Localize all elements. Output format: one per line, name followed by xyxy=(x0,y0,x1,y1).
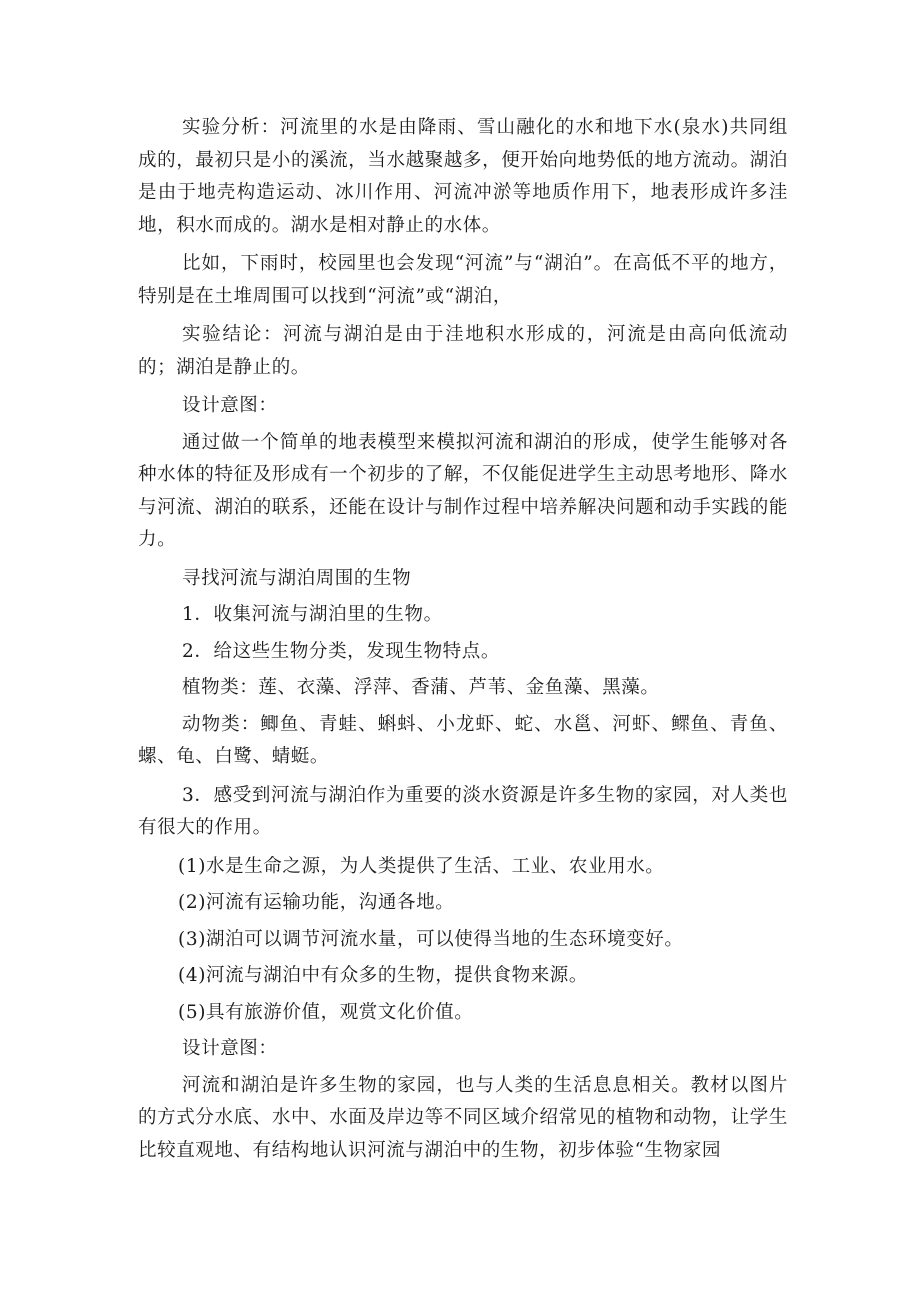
use-item-4: (4)河流与湖泊中有众多的生物，提供食物来源。 xyxy=(178,965,589,986)
design-intent-heading: 设计意图： xyxy=(182,395,278,416)
plants-list: 植物类：莲、衣藻、浮萍、香蒲、芦苇、金鱼藻、黑藻。 xyxy=(182,677,660,698)
design-intent-paragraph: 通过做一个简单的地表模型来模拟河流和湖泊的形成，使学生能够对各种水体的特征及形成有一个初步的了解，不仅能促进学生主动思考地形、降水与河流、湖泊的联系，还能在设计与制作过程中培养解决问题和动手实践的能力。 xyxy=(138,431,788,550)
experiment-conclusion-paragraph: 实验结论：河流与湖泊是由于洼地积水形成的，河流是由高向低流动的；湖泊是静止的。 xyxy=(138,324,788,378)
use-item-2: (2)河流有运输功能，沟通各地。 xyxy=(178,892,455,913)
use-item-1: (1)水是生命之源，为人类提供了生活、工业、农业用水。 xyxy=(178,855,665,877)
document-body xyxy=(138,112,788,1173)
step-3-item: 3．感受到河流与湖泊作为重要的淡水资源是许多生物的家园，对人类也有很大的作用。 xyxy=(138,784,788,838)
animals-list: 动物类：鲫鱼、青蛙、蝌蚪、小龙虾、蛇、水邕、河虾、鳏鱼、青鱼、螺、龟、白鹭、蜻蜓。 xyxy=(138,713,788,767)
use-item-3: (3)湖泊可以调节河流水量，可以使得当地的生态环境变好。 xyxy=(178,928,684,950)
experiment-analysis-paragraph: 实验分析：河流里的水是由降雨、雪山融化的水和地下水(泉水)共同组成的，最初只是小的溪流，当水越聚越多，便开始向地势低的地方流动。湖泊是由于地壳构造运动、冰川作用、河流冲淤等地质作用下，地表形成许多洼地，积水而成的。湖水是相对静止的水体。 xyxy=(138,117,788,236)
design-intent-paragraph-2: 河流和湖泊是许多生物的家园，也与人类的生活息息相关。教材以图片的方式分水底、水中、水面及岸边等不同区域介绍常见的植物和动物，让学生比较直观地、有结构地认识河流与湖泊中的生物，初步体验“生物家园 xyxy=(138,1074,788,1161)
step-2-item: 2．给这些生物分类，发现生物特点。 xyxy=(182,640,500,662)
use-item-5: (5)具有旅游价值，观赏文化价值。 xyxy=(178,1001,474,1023)
design-intent-heading-2: 设计意图： xyxy=(182,1038,278,1059)
step-1-item: 1．收集河流与湖泊里的生物。 xyxy=(182,604,443,625)
section-heading-organisms: 寻找河流与湖泊周围的生物 xyxy=(182,567,412,589)
rain-example-paragraph: 比如，下雨时，校园里也会发现“河流”与“湖泊”。在高低不平的地方，特别是在土堆周围可以找到“河流”或“湖泊， xyxy=(138,253,788,307)
